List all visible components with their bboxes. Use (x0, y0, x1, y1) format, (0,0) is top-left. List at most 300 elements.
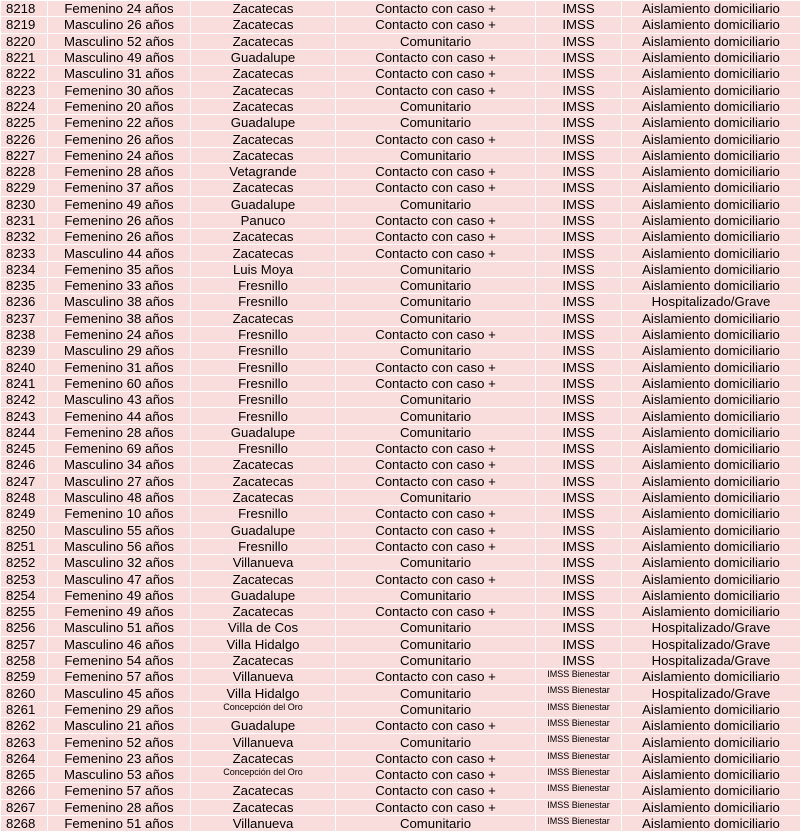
status-cell: Aislamiento domiciliario (622, 180, 801, 196)
status-cell: Aislamiento domiciliario (622, 506, 801, 522)
status-cell: Aislamiento domiciliario (622, 49, 801, 65)
sex-age-cell: Masculino 44 años (48, 245, 191, 261)
municipality-cell: Fresnillo (191, 359, 336, 375)
municipality-cell: Vetagrande (191, 163, 336, 179)
status-cell: Aislamiento domiciliario (622, 701, 801, 717)
municipality-cell: Fresnillo (191, 538, 336, 554)
institution-cell: IMSS (536, 33, 622, 49)
municipality-cell: Panuco (191, 212, 336, 228)
institution-cell: IMSS (536, 620, 622, 636)
status-cell: Hospitalizado/Grave (622, 620, 801, 636)
sex-age-cell: Masculino 53 años (48, 766, 191, 782)
table-row (1, 212, 801, 228)
status-cell: Aislamiento domiciliario (622, 212, 801, 228)
case-id-cell: 8250 (1, 522, 48, 538)
sex-age-cell: Femenino 23 años (48, 750, 191, 766)
status-cell: Aislamiento domiciliario (622, 587, 801, 603)
sex-age-cell: Masculino 21 años (48, 718, 191, 734)
status-cell: Hospitalizado/Grave (622, 685, 801, 701)
case-id-cell: 8243 (1, 408, 48, 424)
status-cell: Aislamiento domiciliario (622, 147, 801, 163)
institution-cell: IMSS (536, 82, 622, 98)
case-id-cell: 8222 (1, 66, 48, 82)
transmission-cell: Contacto con caso + (336, 522, 536, 538)
transmission-cell: Contacto con caso + (336, 326, 536, 342)
status-cell: Aislamiento domiciliario (622, 766, 801, 782)
transmission-cell: Contacto con caso + (336, 669, 536, 685)
municipality-cell: Guadalupe (191, 49, 336, 65)
case-id-cell: 8246 (1, 457, 48, 473)
table-row (1, 636, 801, 652)
municipality-cell: Zacatecas (191, 750, 336, 766)
institution-cell: IMSS (536, 49, 622, 65)
institution-cell: IMSS (536, 473, 622, 489)
case-id-cell: 8229 (1, 180, 48, 196)
municipality-cell: Fresnillo (191, 441, 336, 457)
transmission-cell: Comunitario (336, 636, 536, 652)
case-id-cell: 8218 (1, 1, 48, 17)
case-id-cell: 8234 (1, 261, 48, 277)
table-row (1, 587, 801, 603)
status-cell: Aislamiento domiciliario (622, 131, 801, 147)
sex-age-cell: Femenino 49 años (48, 587, 191, 603)
status-cell: Aislamiento domiciliario (622, 408, 801, 424)
status-cell: Aislamiento domiciliario (622, 326, 801, 342)
municipality-cell: Zacatecas (191, 180, 336, 196)
sex-age-cell: Femenino 30 años (48, 82, 191, 98)
status-cell: Aislamiento domiciliario (622, 571, 801, 587)
table-row (1, 571, 801, 587)
transmission-cell: Comunitario (336, 261, 536, 277)
transmission-cell: Contacto con caso + (336, 17, 536, 33)
institution-cell: IMSS (536, 245, 622, 261)
case-id-cell: 8260 (1, 685, 48, 701)
transmission-cell: Contacto con caso + (336, 82, 536, 98)
table-row (1, 766, 801, 782)
sex-age-cell: Femenino 26 años (48, 212, 191, 228)
transmission-cell: Comunitario (336, 98, 536, 114)
table-row (1, 734, 801, 750)
municipality-cell: Zacatecas (191, 571, 336, 587)
institution-cell: IMSS (536, 196, 622, 212)
case-id-cell: 8235 (1, 278, 48, 294)
sex-age-cell: Femenino 35 años (48, 261, 191, 277)
institution-cell: IMSS (536, 424, 622, 440)
cases-table-body (1, 1, 801, 832)
table-row (1, 685, 801, 701)
municipality-cell: Zacatecas (191, 147, 336, 163)
institution-cell: IMSS (536, 180, 622, 196)
table-row (1, 343, 801, 359)
sex-age-cell: Masculino 27 años (48, 473, 191, 489)
case-id-cell: 8223 (1, 82, 48, 98)
municipality-cell: Fresnillo (191, 326, 336, 342)
status-cell: Aislamiento domiciliario (622, 669, 801, 685)
institution-cell: IMSS (536, 408, 622, 424)
sex-age-cell: Masculino 56 años (48, 538, 191, 554)
institution-cell: IMSS (536, 229, 622, 245)
status-cell: Aislamiento domiciliario (622, 278, 801, 294)
institution-cell: IMSS Bienestar (536, 815, 622, 831)
transmission-cell: Contacto con caso + (336, 212, 536, 228)
transmission-cell: Contacto con caso + (336, 799, 536, 815)
institution-cell: IMSS (536, 115, 622, 131)
municipality-cell: Fresnillo (191, 392, 336, 408)
institution-cell: IMSS (536, 310, 622, 326)
case-id-cell: 8240 (1, 359, 48, 375)
institution-cell: IMSS (536, 506, 622, 522)
institution-cell: IMSS (536, 392, 622, 408)
table-row (1, 538, 801, 554)
institution-cell: IMSS (536, 636, 622, 652)
municipality-cell: Guadalupe (191, 424, 336, 440)
municipality-cell: Zacatecas (191, 82, 336, 98)
status-cell: Aislamiento domiciliario (622, 522, 801, 538)
case-id-cell: 8261 (1, 701, 48, 717)
transmission-cell: Contacto con caso + (336, 163, 536, 179)
institution-cell: IMSS (536, 587, 622, 603)
sex-age-cell: Femenino 26 años (48, 131, 191, 147)
sex-age-cell: Masculino 52 años (48, 33, 191, 49)
municipality-cell: Zacatecas (191, 17, 336, 33)
transmission-cell: Comunitario (336, 294, 536, 310)
table-row (1, 620, 801, 636)
status-cell: Aislamiento domiciliario (622, 1, 801, 17)
transmission-cell: Comunitario (336, 310, 536, 326)
institution-cell: IMSS (536, 326, 622, 342)
transmission-cell: Comunitario (336, 815, 536, 831)
transmission-cell: Comunitario (336, 278, 536, 294)
status-cell: Aislamiento domiciliario (622, 359, 801, 375)
table-row (1, 163, 801, 179)
sex-age-cell: Masculino 32 años (48, 555, 191, 571)
table-row (1, 441, 801, 457)
institution-cell: IMSS (536, 66, 622, 82)
status-cell: Aislamiento domiciliario (622, 489, 801, 505)
status-cell: Aislamiento domiciliario (622, 603, 801, 619)
institution-cell: IMSS (536, 261, 622, 277)
table-row (1, 424, 801, 440)
table-row (1, 783, 801, 799)
table-row (1, 375, 801, 391)
case-id-cell: 8259 (1, 669, 48, 685)
municipality-cell: Zacatecas (191, 799, 336, 815)
municipality-cell: Zacatecas (191, 245, 336, 261)
case-id-cell: 8231 (1, 212, 48, 228)
sex-age-cell: Femenino 28 años (48, 424, 191, 440)
municipality-cell: Luis Moya (191, 261, 336, 277)
transmission-cell: Comunitario (336, 489, 536, 505)
table-row (1, 669, 801, 685)
case-id-cell: 8263 (1, 734, 48, 750)
table-row (1, 799, 801, 815)
case-id-cell: 8221 (1, 49, 48, 65)
case-id-cell: 8245 (1, 441, 48, 457)
sex-age-cell: Femenino 24 años (48, 326, 191, 342)
sex-age-cell: Femenino 52 años (48, 734, 191, 750)
table-row (1, 408, 801, 424)
transmission-cell: Contacto con caso + (336, 473, 536, 489)
case-id-cell: 8247 (1, 473, 48, 489)
status-cell: Aislamiento domiciliario (622, 799, 801, 815)
case-id-cell: 8251 (1, 538, 48, 554)
sex-age-cell: Femenino 60 años (48, 375, 191, 391)
case-id-cell: 8244 (1, 424, 48, 440)
municipality-cell: Guadalupe (191, 718, 336, 734)
status-cell: Aislamiento domiciliario (622, 392, 801, 408)
municipality-cell: Guadalupe (191, 587, 336, 603)
sex-age-cell: Femenino 31 años (48, 359, 191, 375)
municipality-cell: Fresnillo (191, 278, 336, 294)
municipality-cell: Zacatecas (191, 603, 336, 619)
sex-age-cell: Femenino 28 años (48, 163, 191, 179)
table-row (1, 17, 801, 33)
case-id-cell: 8268 (1, 815, 48, 831)
municipality-cell: Zacatecas (191, 66, 336, 82)
sex-age-cell: Masculino 45 años (48, 685, 191, 701)
transmission-cell: Comunitario (336, 196, 536, 212)
table-row (1, 652, 801, 668)
status-cell: Aislamiento domiciliario (622, 261, 801, 277)
transmission-cell: Contacto con caso + (336, 766, 536, 782)
transmission-cell: Comunitario (336, 734, 536, 750)
status-cell: Aislamiento domiciliario (622, 750, 801, 766)
table-row (1, 147, 801, 163)
case-id-cell: 8253 (1, 571, 48, 587)
sex-age-cell: Femenino 29 años (48, 701, 191, 717)
case-id-cell: 8224 (1, 98, 48, 114)
case-id-cell: 8258 (1, 652, 48, 668)
municipality-cell: Villanueva (191, 815, 336, 831)
institution-cell: IMSS (536, 457, 622, 473)
municipality-cell: Concepción del Oro (191, 701, 336, 717)
transmission-cell: Comunitario (336, 408, 536, 424)
municipality-cell: Villanueva (191, 669, 336, 685)
transmission-cell: Comunitario (336, 652, 536, 668)
transmission-cell: Contacto con caso + (336, 49, 536, 65)
institution-cell: IMSS Bienestar (536, 799, 622, 815)
table-row (1, 278, 801, 294)
status-cell: Aislamiento domiciliario (622, 115, 801, 131)
municipality-cell: Guadalupe (191, 522, 336, 538)
status-cell: Aislamiento domiciliario (622, 783, 801, 799)
case-id-cell: 8230 (1, 196, 48, 212)
sex-age-cell: Femenino 26 años (48, 229, 191, 245)
institution-cell: IMSS Bienestar (536, 685, 622, 701)
sex-age-cell: Femenino 49 años (48, 603, 191, 619)
table-row (1, 555, 801, 571)
transmission-cell: Comunitario (336, 587, 536, 603)
institution-cell: IMSS (536, 375, 622, 391)
municipality-cell: Fresnillo (191, 343, 336, 359)
municipality-cell: Villa Hidalgo (191, 685, 336, 701)
sex-age-cell: Femenino 57 años (48, 783, 191, 799)
transmission-cell: Contacto con caso + (336, 180, 536, 196)
transmission-cell: Contacto con caso + (336, 457, 536, 473)
table-row (1, 294, 801, 310)
case-id-cell: 8239 (1, 343, 48, 359)
sex-age-cell: Femenino 28 años (48, 799, 191, 815)
sex-age-cell: Femenino 20 años (48, 98, 191, 114)
status-cell: Aislamiento domiciliario (622, 734, 801, 750)
transmission-cell: Contacto con caso + (336, 229, 536, 245)
status-cell: Hospitalizado/Grave (622, 294, 801, 310)
status-cell: Aislamiento domiciliario (622, 196, 801, 212)
case-id-cell: 8237 (1, 310, 48, 326)
sex-age-cell: Masculino 47 años (48, 571, 191, 587)
transmission-cell: Comunitario (336, 392, 536, 408)
table-row (1, 33, 801, 49)
case-id-cell: 8232 (1, 229, 48, 245)
status-cell: Aislamiento domiciliario (622, 555, 801, 571)
transmission-cell: Comunitario (336, 147, 536, 163)
transmission-cell: Comunitario (336, 555, 536, 571)
institution-cell: IMSS (536, 489, 622, 505)
transmission-cell: Comunitario (336, 685, 536, 701)
transmission-cell: Contacto con caso + (336, 131, 536, 147)
municipality-cell: Fresnillo (191, 294, 336, 310)
status-cell: Aislamiento domiciliario (622, 66, 801, 82)
status-cell: Aislamiento domiciliario (622, 82, 801, 98)
table-row (1, 815, 801, 831)
sex-age-cell: Femenino 33 años (48, 278, 191, 294)
institution-cell: IMSS (536, 555, 622, 571)
case-id-cell: 8228 (1, 163, 48, 179)
case-id-cell: 8252 (1, 555, 48, 571)
municipality-cell: Zacatecas (191, 229, 336, 245)
status-cell: Aislamiento domiciliario (622, 718, 801, 734)
table-row (1, 718, 801, 734)
sex-age-cell: Masculino 26 años (48, 17, 191, 33)
sex-age-cell: Masculino 55 años (48, 522, 191, 538)
status-cell: Hospitalizada/Grave (622, 652, 801, 668)
table-row (1, 457, 801, 473)
status-cell: Hospitalizado/Grave (622, 636, 801, 652)
table-row (1, 750, 801, 766)
institution-cell: IMSS (536, 98, 622, 114)
status-cell: Aislamiento domiciliario (622, 473, 801, 489)
status-cell: Aislamiento domiciliario (622, 424, 801, 440)
case-id-cell: 8256 (1, 620, 48, 636)
sex-age-cell: Masculino 38 años (48, 294, 191, 310)
sex-age-cell: Femenino 51 años (48, 815, 191, 831)
case-id-cell: 8262 (1, 718, 48, 734)
sex-age-cell: Masculino 29 años (48, 343, 191, 359)
transmission-cell: Contacto con caso + (336, 245, 536, 261)
table-row (1, 66, 801, 82)
sex-age-cell: Femenino 24 años (48, 147, 191, 163)
case-id-cell: 8238 (1, 326, 48, 342)
transmission-cell: Comunitario (336, 424, 536, 440)
table-row (1, 131, 801, 147)
status-cell: Aislamiento domiciliario (622, 17, 801, 33)
institution-cell: IMSS Bienestar (536, 669, 622, 685)
institution-cell: IMSS Bienestar (536, 750, 622, 766)
institution-cell: IMSS Bienestar (536, 718, 622, 734)
table-row (1, 473, 801, 489)
municipality-cell: Zacatecas (191, 652, 336, 668)
institution-cell: IMSS Bienestar (536, 766, 622, 782)
table-row (1, 115, 801, 131)
sex-age-cell: Masculino 51 años (48, 620, 191, 636)
case-id-cell: 8225 (1, 115, 48, 131)
table-row (1, 98, 801, 114)
case-id-cell: 8241 (1, 375, 48, 391)
institution-cell: IMSS (536, 522, 622, 538)
institution-cell: IMSS (536, 278, 622, 294)
institution-cell: IMSS (536, 147, 622, 163)
transmission-cell: Comunitario (336, 343, 536, 359)
table-row (1, 49, 801, 65)
municipality-cell: Zacatecas (191, 33, 336, 49)
municipality-cell: Fresnillo (191, 506, 336, 522)
municipality-cell: Concepción del Oro (191, 766, 336, 782)
status-cell: Aislamiento domiciliario (622, 310, 801, 326)
municipality-cell: Zacatecas (191, 131, 336, 147)
sex-age-cell: Femenino 24 años (48, 1, 191, 17)
transmission-cell: Contacto con caso + (336, 506, 536, 522)
institution-cell: IMSS (536, 1, 622, 17)
status-cell: Aislamiento domiciliario (622, 375, 801, 391)
case-id-cell: 8254 (1, 587, 48, 603)
municipality-cell: Zacatecas (191, 1, 336, 17)
status-cell: Aislamiento domiciliario (622, 229, 801, 245)
sex-age-cell: Femenino 38 años (48, 310, 191, 326)
sex-age-cell: Femenino 44 años (48, 408, 191, 424)
table-row (1, 506, 801, 522)
institution-cell: IMSS (536, 131, 622, 147)
municipality-cell: Zacatecas (191, 98, 336, 114)
municipality-cell: Villanueva (191, 555, 336, 571)
table-row (1, 196, 801, 212)
table-row (1, 326, 801, 342)
sex-age-cell: Femenino 37 años (48, 180, 191, 196)
municipality-cell: Guadalupe (191, 196, 336, 212)
municipality-cell: Fresnillo (191, 408, 336, 424)
case-id-cell: 8248 (1, 489, 48, 505)
case-id-cell: 8220 (1, 33, 48, 49)
status-cell: Aislamiento domiciliario (622, 343, 801, 359)
institution-cell: IMSS (536, 163, 622, 179)
case-id-cell: 8227 (1, 147, 48, 163)
municipality-cell: Zacatecas (191, 489, 336, 505)
municipality-cell: Zacatecas (191, 310, 336, 326)
sex-age-cell: Masculino 48 años (48, 489, 191, 505)
table-row (1, 392, 801, 408)
status-cell: Aislamiento domiciliario (622, 441, 801, 457)
case-id-cell: 8236 (1, 294, 48, 310)
table-row (1, 261, 801, 277)
table-row (1, 359, 801, 375)
transmission-cell: Comunitario (336, 701, 536, 717)
case-id-cell: 8242 (1, 392, 48, 408)
status-cell: Aislamiento domiciliario (622, 538, 801, 554)
institution-cell: IMSS (536, 441, 622, 457)
sex-age-cell: Masculino 46 años (48, 636, 191, 652)
sex-age-cell: Femenino 57 años (48, 669, 191, 685)
case-id-cell: 8219 (1, 17, 48, 33)
case-id-cell: 8255 (1, 603, 48, 619)
municipality-cell: Villa de Cos (191, 620, 336, 636)
case-id-cell: 8233 (1, 245, 48, 261)
case-id-cell: 8264 (1, 750, 48, 766)
case-id-cell: 8267 (1, 799, 48, 815)
status-cell: Aislamiento domiciliario (622, 457, 801, 473)
institution-cell: IMSS Bienestar (536, 734, 622, 750)
table-row (1, 603, 801, 619)
table-row (1, 245, 801, 261)
municipality-cell: Zacatecas (191, 473, 336, 489)
